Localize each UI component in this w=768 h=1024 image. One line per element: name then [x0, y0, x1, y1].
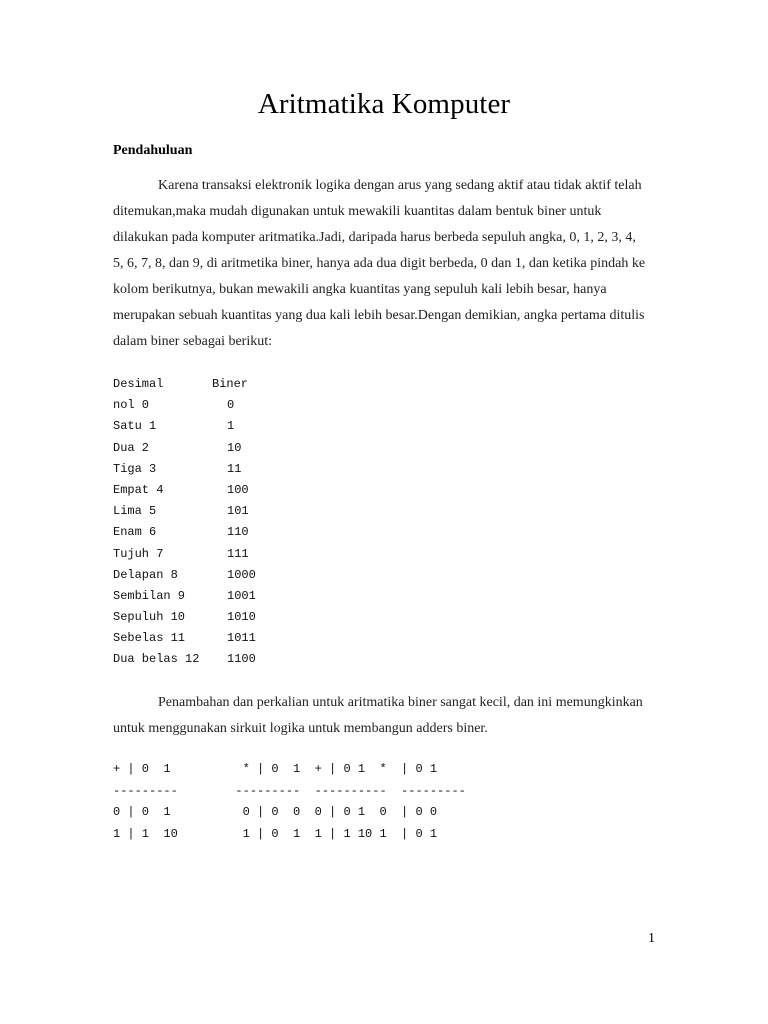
operation-line: + | 0 1 * | 0 1 + | 0 1 * | 0 1: [113, 762, 438, 776]
cell-biner: 0: [227, 398, 235, 413]
table-row: [113, 522, 373, 543]
table-row: [113, 565, 373, 586]
section-heading: Pendahuluan: [113, 143, 193, 158]
cell-biner: 100: [227, 482, 249, 497]
operation-line: 0 | 0 1 0 | 0 0 0 | 0 1 0 | 0 0: [113, 805, 438, 819]
cell-desimal: Sepuluh 10: [113, 610, 186, 625]
cell-desimal: Tujuh 7: [113, 546, 164, 561]
cell-biner: 101: [227, 504, 249, 519]
table-row: [113, 628, 373, 649]
cell-biner: 110: [227, 525, 249, 540]
operation-line: --------- --------- ---------- ---------: [113, 783, 466, 798]
table-row: [113, 607, 373, 628]
cell-biner: 1: [227, 419, 235, 434]
intro-paragraph: Karena transaksi elektronik logika dengan arus yang sedang aktif atau tidak aktif telah ditemukan,maka mudah digunakan untuk mewakili kuantitas dalam bentuk biner untuk dilakukan pada komputer aritmatika.Jadi, daripada harus berbeda sepuluh angka, 0, 1, 2, 3, 4, 5, 6, 7, 8, dan 9, di aritmetika biner, hanya ada dua digit berbeda, 0 dan 1, dan ketika pindah ke kolom berikutnya, bukan mewakili angka kuantitas yang sepuluh kali lebih besar, hanya merupakan sebuah kuantitas yang dua kali lebih besar.Dengan demikian, angka pertama ditulis dalam biner sebagai berikut:: [113, 178, 646, 349]
table-row: [113, 438, 373, 459]
cell-desimal: Satu 1: [113, 419, 157, 434]
decimal-binary-table: [113, 374, 373, 671]
cell-biner: 1000: [227, 567, 256, 582]
cell-biner: 1001: [227, 588, 256, 603]
table-row: [113, 459, 373, 480]
header-biner: Biner: [212, 377, 249, 391]
cell-desimal: Enam 6: [113, 525, 157, 540]
table-row: [113, 649, 373, 670]
operation-line: 1 | 1 10 1 | 0 1 1 | 1 10 1 | 0 1: [113, 826, 438, 841]
operation-tables: [113, 759, 466, 845]
cell-desimal: Tiga 3: [113, 461, 157, 476]
cell-desimal: Sembilan 9: [113, 588, 186, 603]
table-row: [113, 501, 373, 522]
cell-desimal: Delapan 8: [113, 567, 178, 582]
cell-biner: 1010: [227, 610, 256, 625]
page-title: Aritmatika Komputer: [257, 88, 511, 120]
cell-desimal: Sebelas 11: [113, 631, 186, 646]
cell-desimal: nol 0: [113, 398, 150, 413]
cell-desimal: Lima 5: [113, 504, 157, 519]
cell-biner: 1011: [227, 631, 256, 646]
page-number: 1: [648, 931, 655, 946]
cell-biner: 111: [227, 546, 249, 561]
cell-desimal: Dua belas 12: [113, 652, 200, 667]
table-row: [113, 416, 373, 437]
cell-desimal: Dua 2: [113, 440, 150, 455]
cell-biner: 1100: [227, 652, 256, 667]
table-row: [113, 544, 373, 565]
table-row: [113, 586, 373, 607]
table-header-row: [113, 374, 373, 395]
cell-biner: 11: [227, 461, 242, 476]
table-row: [113, 395, 373, 416]
operations-paragraph: Penambahan dan perkalian untuk aritmatika biner sangat kecil, dan ini memungkinkan untuk menggunakan sirkuit logika untuk membangun adders biner.: [113, 695, 643, 736]
cell-desimal: Empat 4: [113, 482, 164, 497]
header-desimal: Desimal: [113, 377, 164, 391]
cell-biner: 10: [227, 440, 242, 455]
table-row: [113, 480, 373, 501]
